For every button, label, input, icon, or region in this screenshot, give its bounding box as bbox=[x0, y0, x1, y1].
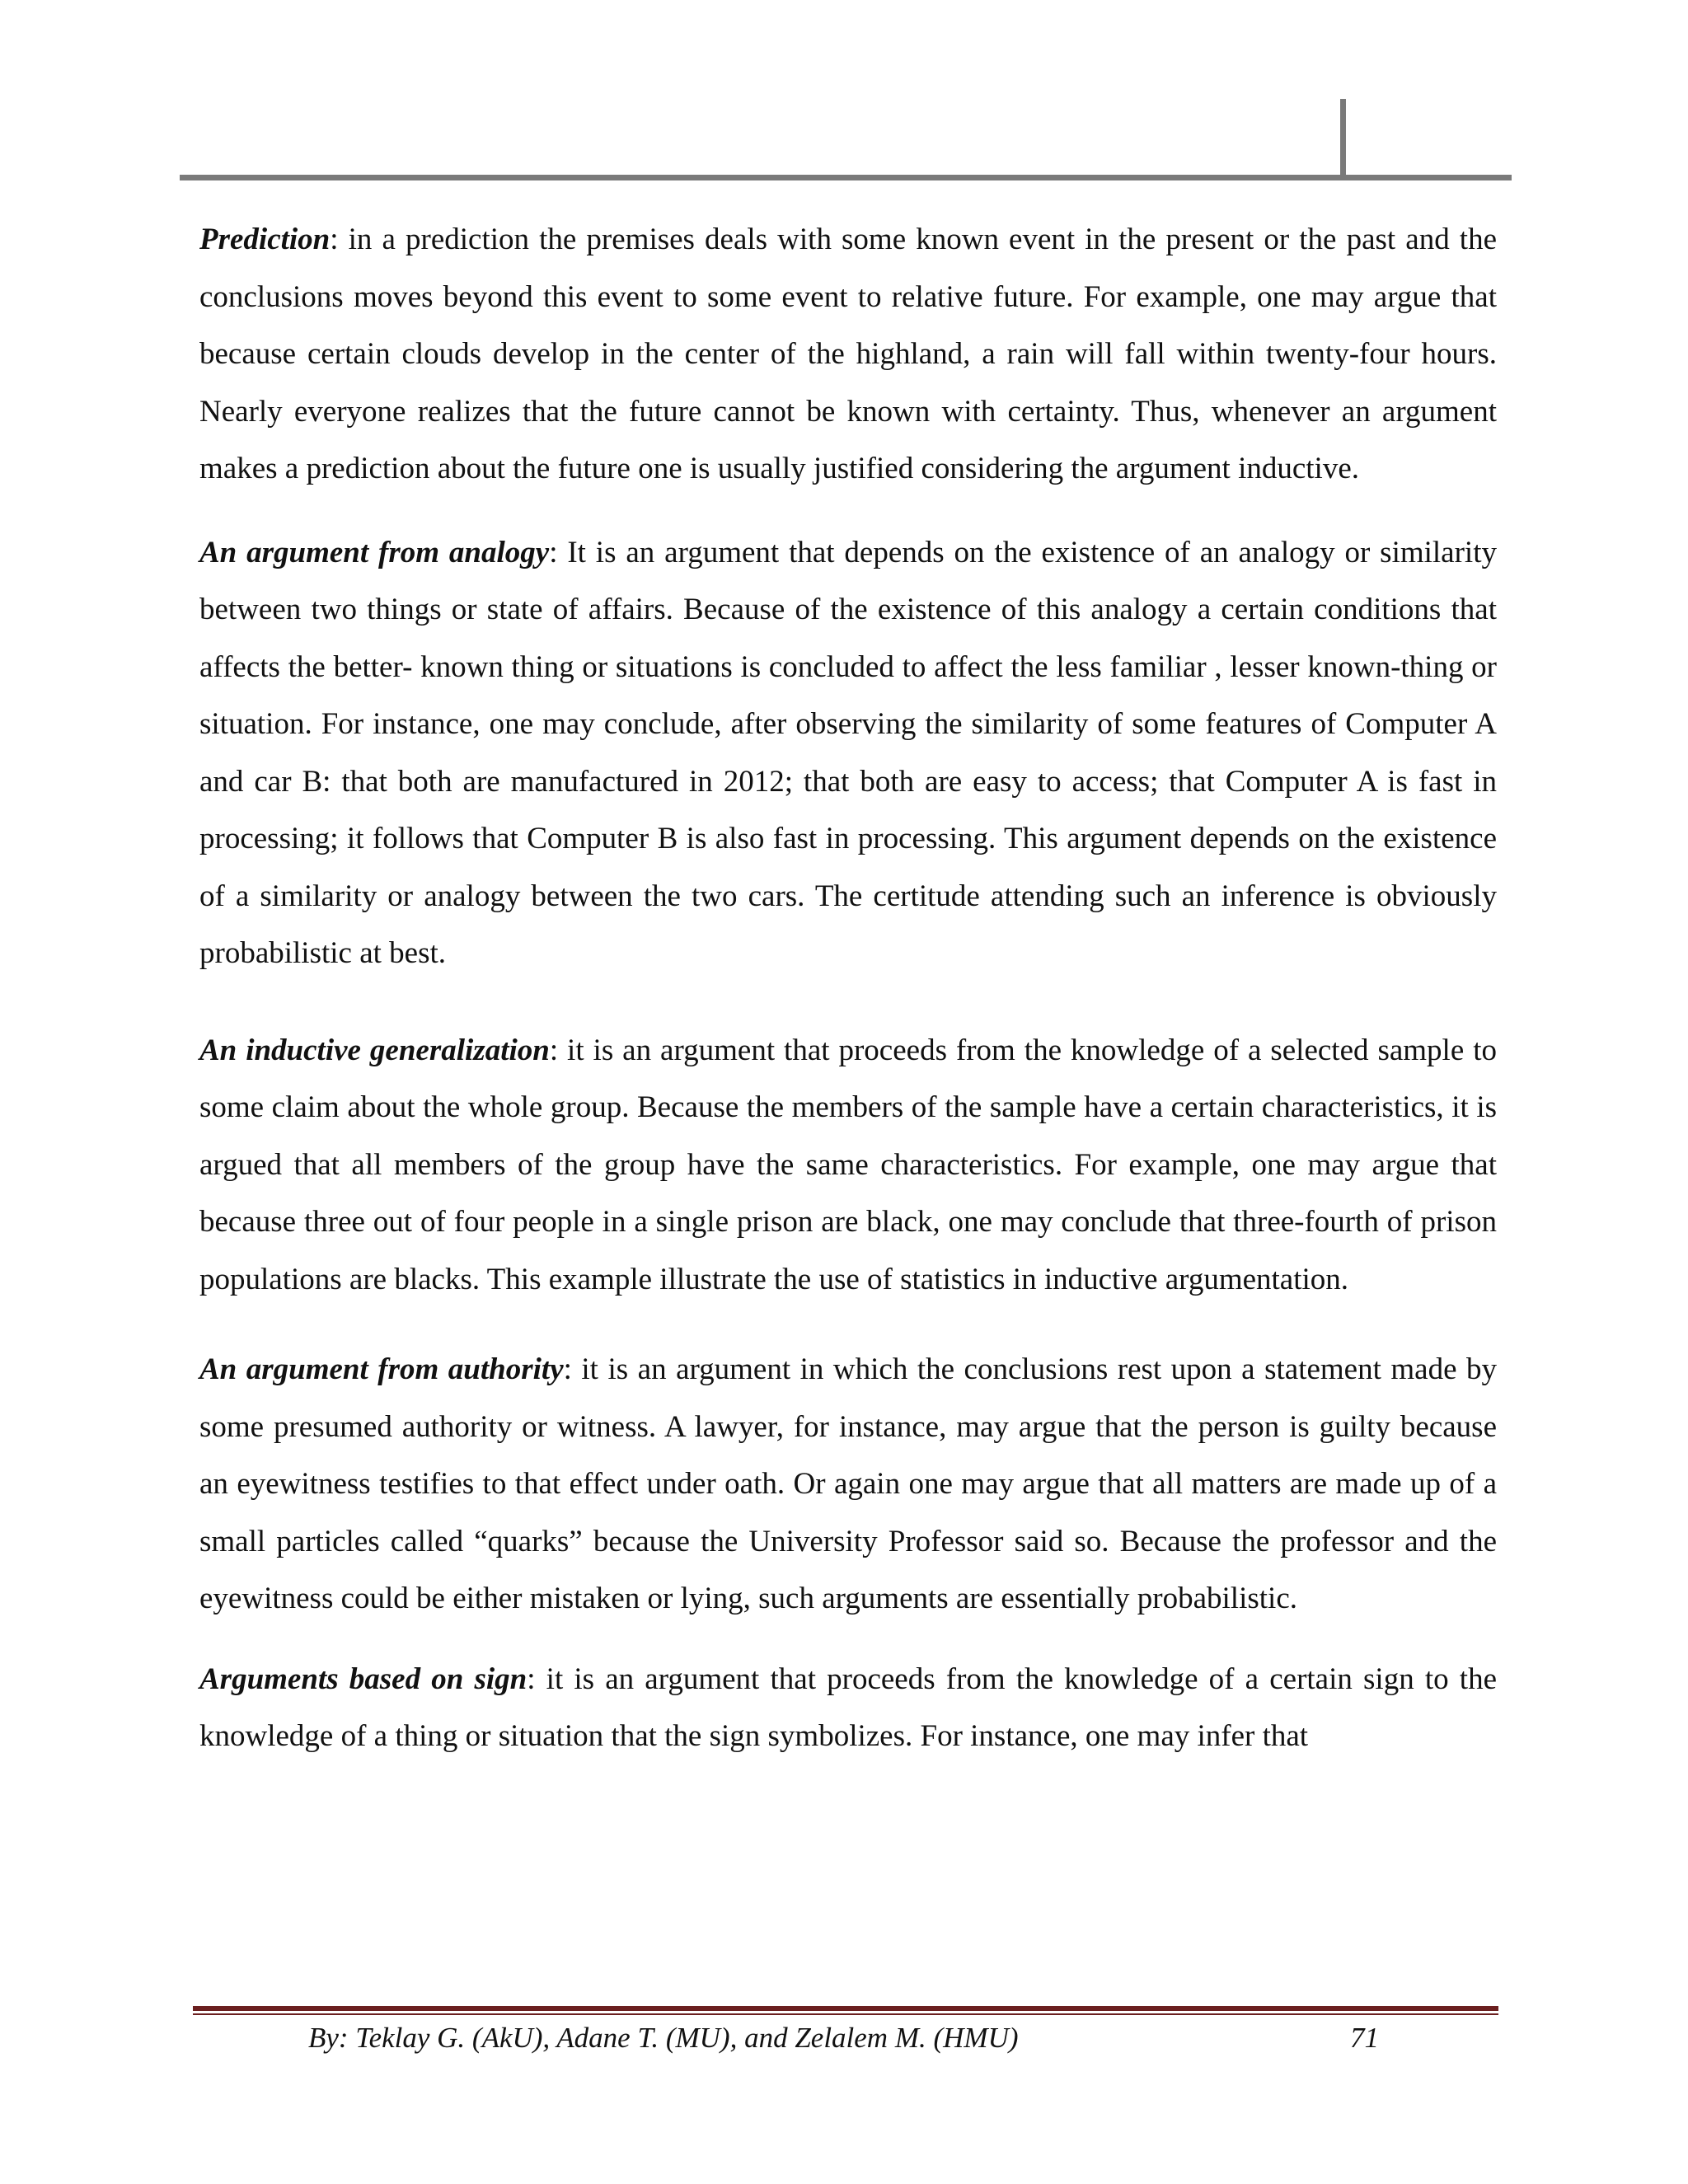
paragraph-text: : it is an argument in which the conclusions rest upon a statement made by some presumed authority or witness. A lawyer, for instance, may argue that the person is guilty because an eyewitness testifies to that effect under oath. Or again one may argue that all matters are made up of a small particles called “quarks” because the University Professor said so. Because the professor and the eyewitness could be either mistaken or lying, such arguments are essentially probabilistic. bbox=[199, 1352, 1498, 1615]
header-rule bbox=[180, 175, 1512, 180]
paragraph-text: : in a prediction the premises deals with some known event in the present or the past and the conclusions moves beyond this event to some event to relative future. For example, one may argue that because certain clouds develop in the center of the highland, a rain will fall within twenty-four hours. Nearly everyone realizes that the future cannot be known with certainty. Thus, whenever an argument makes a prediction about the future one is usually justified considering the argument inductive. bbox=[199, 223, 1497, 485]
paragraph-text: : It is an argument that depends on the existence of an analogy or similarity between two things or state of affairs. Because of the existence of this analogy a certain conditions that affects the better- known thing or situations is concluded to affect the less familiar , lesser known-thing or situation. For instance, one may conclude, after observing the similarity of some features of Computer A and car B: that both are manufactured in 2012; that both are easy to access; that Computer A is fast in processing; it follows that Computer B is also fast in processing. This argument depends on the existence of a similarity or analogy between the two cars. The certitude attending such an inference is obviously probabilistic at best. bbox=[199, 535, 1497, 970]
footer-authors: By: Teklay G. (AkU), Adane T. (MU), and Zelalem M. (HMU) bbox=[308, 2022, 1019, 2054]
page-number: 71 bbox=[1350, 2022, 1379, 2054]
footer-rule bbox=[193, 2006, 1498, 2011]
term-analogy: An argument from analogy bbox=[199, 535, 550, 569]
paragraph-text: : it is an argument that proceeds from the knowledge of a certain sign to the knowledge of a thing or situation that the sign symbolizes. For instance, one may infer that bbox=[199, 1661, 1497, 1753]
paragraph-sign bbox=[199, 1651, 1497, 1765]
term-inductive-generalization: An inductive generalization bbox=[199, 1033, 550, 1067]
page-body bbox=[199, 211, 1497, 1790]
footer-rule-thin bbox=[193, 2013, 1498, 2015]
term-prediction: Prediction bbox=[199, 223, 331, 256]
paragraph-text: : it is an argument that proceeds from the knowledge of a selected sample to some claim about the whole group. Because the members of the sample have a certain characteristics, it is argued that all members of the group have the same characteristics. For example, one may argue that because three out of four people in a single prison are black, one may conclude that three-fourth of prison populations are blacks. This example illustrate the use of statistics in inductive argumentation. bbox=[199, 1033, 1497, 1296]
paragraph-authority bbox=[199, 1341, 1497, 1628]
paragraph-prediction bbox=[199, 211, 1497, 498]
term-sign: Arguments based on sign bbox=[199, 1661, 528, 1696]
paragraph-inductive-generalization bbox=[199, 1022, 1497, 1309]
paragraph-analogy bbox=[199, 524, 1497, 982]
header-divider-tick bbox=[1340, 99, 1346, 180]
term-authority: An argument from authority bbox=[199, 1352, 564, 1386]
